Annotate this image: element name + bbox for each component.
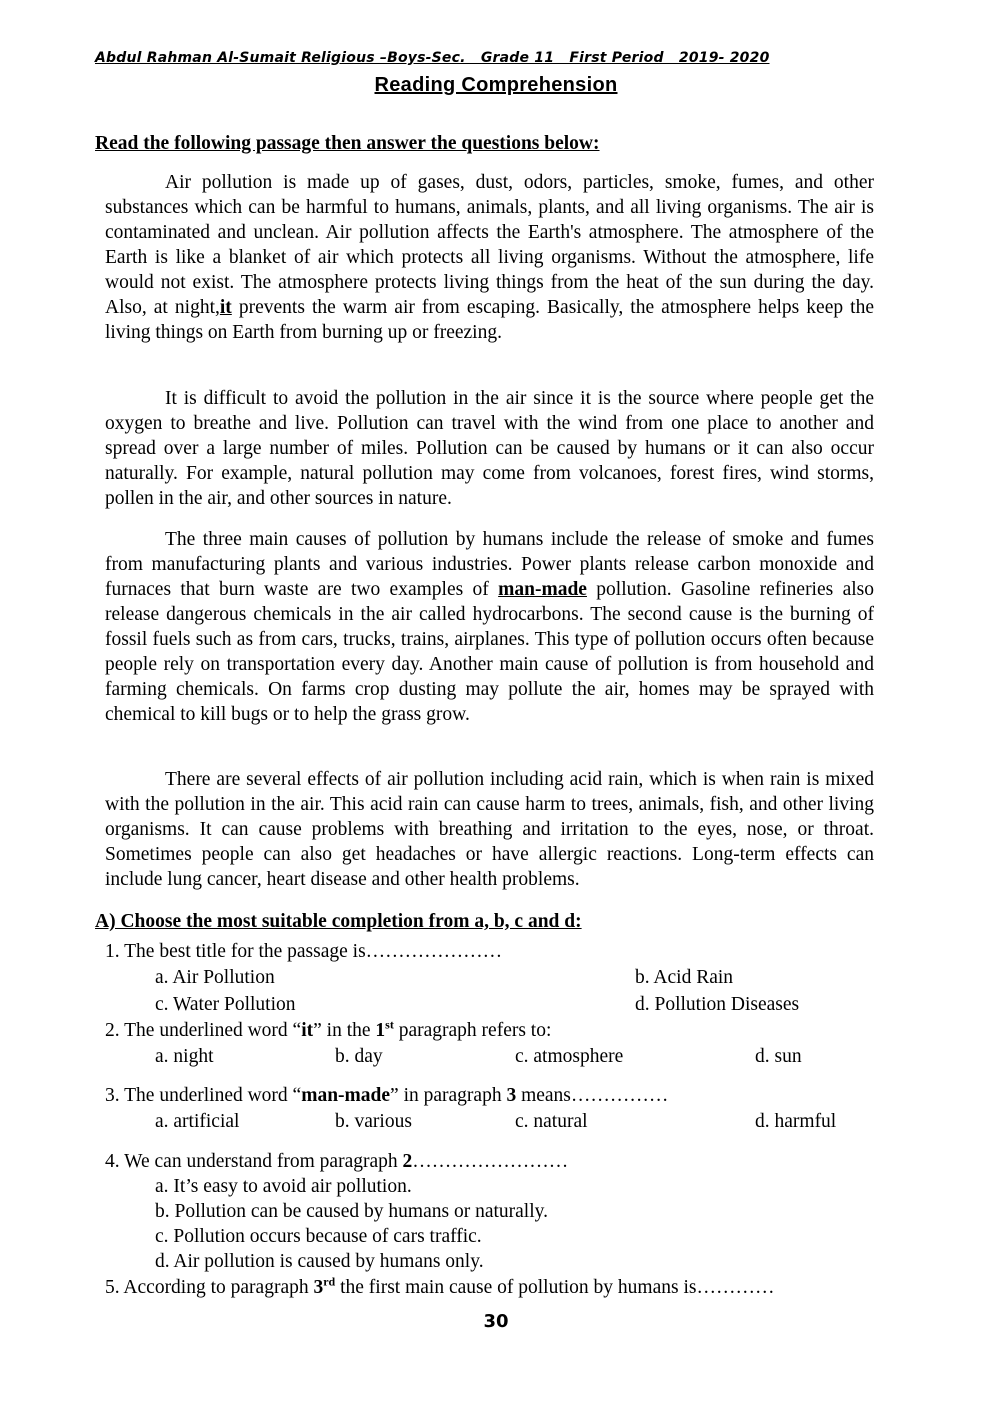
question-text: 2. The underlined word “ bbox=[105, 1020, 302, 1041]
q3-option-c: c. natural bbox=[515, 1111, 588, 1132]
question-4 bbox=[105, 1151, 568, 1173]
question-5 bbox=[105, 1274, 775, 1299]
question-text: …………………… bbox=[412, 1151, 569, 1172]
question-text: ” in the bbox=[313, 1020, 376, 1041]
paragraph-text: Air pollution is made up of gases, dust, odors, particles, smoke, fumes, and other substances which can be harmful to humans, animals, plants, and all living organisms. The air is contaminated and unclean. Air pollution affects the Earth's atmosphere. The atmosphere of the Earth is like a blanket of air which protects all living organisms. Without the atmosphere, life would not exist. The atmosphere protects living things from the heat of the sun during the day. Also, at night, bbox=[105, 172, 874, 318]
q3-option-d: d. harmful bbox=[755, 1111, 837, 1132]
passage-paragraph-4 bbox=[105, 767, 874, 892]
question-text: paragraph refers to: bbox=[393, 1020, 552, 1041]
q2-option-b: b. day bbox=[335, 1046, 383, 1067]
q2-option-d: d. sun bbox=[755, 1046, 802, 1067]
q4-option-d: d. Air pollution is caused by humans only. bbox=[155, 1251, 484, 1272]
paragraph-text: There are several effects of air pollution including acid rain, which is when rain is mixed with the pollution in the air. This acid rain can cause harm to trees, animals, fish, and other living organisms. It can cause problems with breathing and irritation to the eyes, nose, or throat. Sometimes people can also get headaches or have allergic reactions. Long-term effects can include lung cancer, heart disease and other health problems. bbox=[105, 769, 874, 890]
q2-option-a: a. night bbox=[155, 1046, 214, 1067]
paragraph-text: pollution. Gasoline refineries also release dangerous chemicals in the air called hydrocarbons. The second cause is the burning of fossil fuels such as from cars, trucks, trains, airplanes. This type of pollution occurs often because people rely on transportation every day. Another main cause of pollution is from household and farming chemicals. On farms crop dusting may pollute the air, homes may be sprayed with chemical to kill bugs or to help the grass grow. bbox=[105, 579, 874, 725]
question-text: the first main cause of pollution by humans is………… bbox=[335, 1277, 775, 1298]
q4-option-b: b. Pollution can be caused by humans or naturally. bbox=[155, 1201, 548, 1222]
paragraph-text: The three main causes of pollution by humans include the release of smoke and fumes from manufacturing plants and various industries. Power plants release carbon monoxide and furnaces that burn waste are two examples of bbox=[105, 529, 874, 600]
q1-option-d: d. Pollution Diseases bbox=[635, 994, 800, 1015]
question-text: ” in paragraph bbox=[390, 1085, 507, 1106]
section-a-heading: A) Choose the most suitable completion from a, b, c and d: bbox=[95, 911, 582, 932]
paragraph-text: prevents the warm air from escaping. Basically, the atmosphere helps keep the living things on Earth from burning up or freezing. bbox=[105, 297, 875, 343]
q3-option-a: a. artificial bbox=[155, 1111, 240, 1132]
question-2 bbox=[105, 1017, 552, 1042]
q1-option-a: a. Air Pollution bbox=[155, 967, 275, 988]
passage-paragraph-1 bbox=[105, 170, 874, 345]
paragraph-number: 1 bbox=[375, 1020, 386, 1041]
question-3 bbox=[105, 1085, 668, 1107]
page-title: Reading Comprehension bbox=[374, 74, 618, 96]
question-text: 5. According to paragraph bbox=[105, 1277, 314, 1298]
q1-option-b: b. Acid Rain bbox=[635, 967, 734, 988]
q2-option-c: c. atmosphere bbox=[515, 1046, 624, 1067]
passage-paragraph-2 bbox=[105, 386, 874, 511]
paragraph-text: It is difficult to avoid the pollution in the air since it is the source where people get the oxygen to breathe and live. Pollution can travel with the wind from one place to another and spread over a large number of miles. Pollution can be caused by humans or it can also occur naturally. For example, natural pollution may come from volcanoes, forest fires, wind storms, pollen in the air, and other sources in nature. bbox=[105, 388, 874, 509]
underlined-word-it: it bbox=[219, 297, 232, 318]
page-number: 30 bbox=[483, 1311, 509, 1332]
question-keyword: it bbox=[301, 1020, 314, 1041]
q3-option-b: b. various bbox=[335, 1111, 412, 1132]
underlined-word-man-made: man-made bbox=[498, 579, 587, 600]
question-text: 3. The underlined word “ bbox=[105, 1085, 302, 1106]
question-1: 1. The best title for the passage is………………… bbox=[105, 941, 503, 962]
paragraph-number: 3 bbox=[506, 1085, 517, 1106]
q4-option-c: c. Pollution occurs because of cars traffic. bbox=[155, 1226, 482, 1247]
ordinal-suffix: st bbox=[385, 1017, 394, 1032]
passage-paragraph-3 bbox=[105, 527, 874, 727]
question-text: 4. We can understand from paragraph bbox=[105, 1151, 403, 1172]
passage-instruction: Read the following passage then answer the questions below: bbox=[95, 133, 600, 154]
q4-option-a: a. It’s easy to avoid air pollution. bbox=[155, 1176, 412, 1197]
q1-option-c: c. Water Pollution bbox=[155, 994, 296, 1015]
paragraph-number: 3 bbox=[313, 1277, 324, 1298]
school-header: Abdul Rahman Al-Sumait Religious –Boys-Sec. Grade 11 First Period 2019- 2020 bbox=[95, 50, 770, 66]
question-text: means…………… bbox=[516, 1085, 669, 1106]
paragraph-number: 2 bbox=[402, 1151, 413, 1172]
ordinal-suffix: rd bbox=[323, 1274, 336, 1289]
question-keyword: man-made bbox=[301, 1085, 391, 1106]
